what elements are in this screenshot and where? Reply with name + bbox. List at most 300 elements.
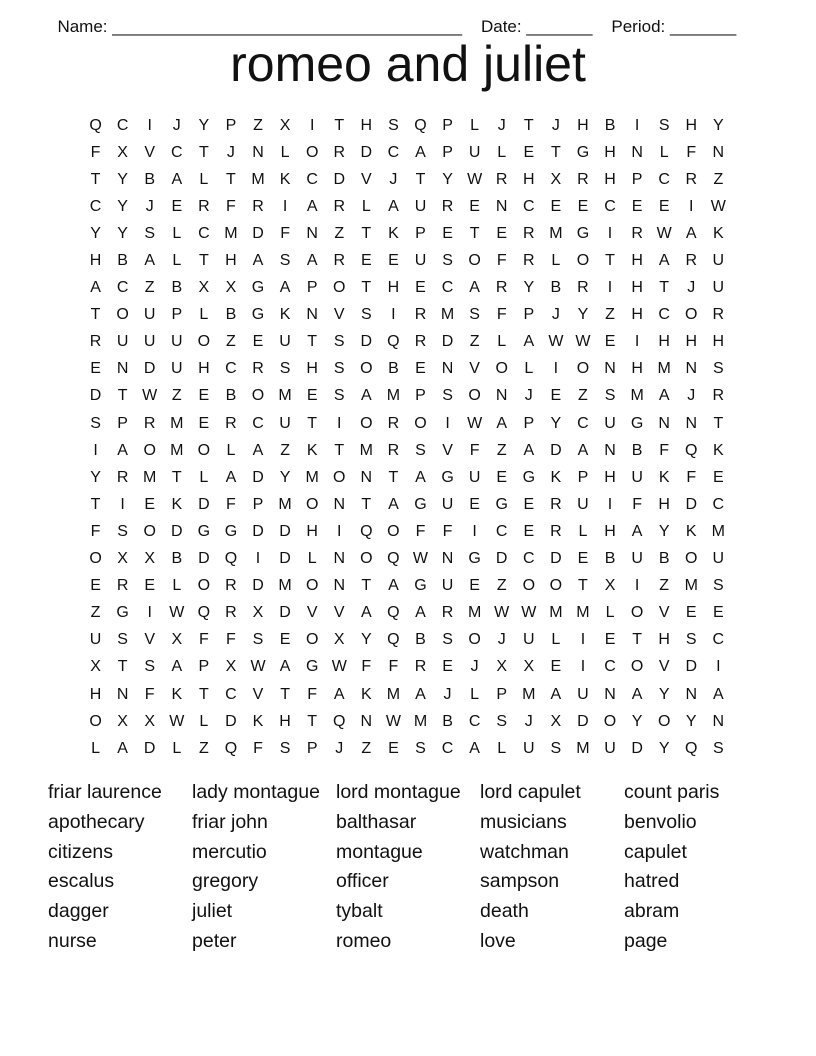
grid-letter: O [360,360,373,378]
letter-grid [82,112,732,762]
grid-letter: V [333,306,345,324]
grid-row [82,383,732,410]
grid-letter: G [414,495,427,513]
word-list-item: balthasar [336,810,417,833]
word-list-item: friar john [192,810,268,833]
grid-letter: T [659,279,670,297]
grid-letter: H [604,170,616,188]
grid-letter: H [306,522,318,540]
grid-letter: T [632,631,642,649]
grid-letter: D [89,387,102,405]
word-list-item: friar laurence [48,781,162,803]
grid-letter: U [441,577,454,595]
grid-letter: H [387,279,400,297]
grid-letter: O [305,631,319,649]
grid-letter: D [577,712,589,730]
grid-letter: R [333,252,346,270]
grid-letter: O [630,604,644,622]
grid-letter: O [576,360,590,378]
grid-letter: O [89,712,102,730]
grid-letter: K [306,441,318,459]
grid-letter: E [550,387,562,405]
word-list-item: lord montague [336,781,461,803]
grid-letter: M [467,604,482,622]
grid-letter: W [412,550,429,568]
grid-letter: I [553,360,559,378]
grid-letter: C [658,170,670,188]
grid-letter: T [388,468,399,486]
grid-letter: Y [658,739,670,757]
grid-letter: R [414,658,427,676]
grid-letter: E [415,360,426,378]
grid-letter: X [550,170,562,188]
grid-letter: Y [658,685,670,703]
grid-letter: T [90,306,101,324]
grid-letter: H [89,252,102,270]
grid-letter: A [360,387,372,405]
grid-letter: R [685,170,698,188]
grid-letter: I [607,224,613,242]
grid-letter: X [523,658,535,676]
grid-letter: L [199,170,209,188]
grid-letter: X [550,712,562,730]
grid-letter: O [603,712,617,730]
grid-letter: E [713,468,724,486]
grid-letter: Y [279,468,291,486]
grid-row [82,600,732,627]
grid-letter: S [442,387,453,405]
grid-letter: O [468,387,481,405]
grid-letter: C [225,685,237,703]
grid-letter: O [251,387,265,405]
grid-letter: C [441,739,454,757]
grid-letter: B [144,170,156,188]
grid-letter: X [225,658,237,676]
grid-letter: H [685,333,698,351]
grid-letter: V [252,685,264,703]
header-text: Name: _____________________________________ Date: _______ Period: _______ [57,17,737,36]
grid-letter: A [171,658,183,676]
grid-letter: E [550,197,562,215]
grid-letter: A [415,468,426,486]
word-list-item: nurse [48,929,97,952]
grid-letter: M [224,224,238,242]
grid-letter: M [576,604,590,622]
grid-letter: V [658,604,670,622]
grid-letter: Y [90,224,101,242]
grid-letter: H [279,712,291,730]
grid-letter: P [442,116,453,134]
grid-letter: R [441,197,454,215]
grid-letter: T [334,441,345,459]
grid-letter: U [143,333,156,351]
grid-letter: U [577,495,589,513]
grid-letter: M [278,495,292,513]
grid-letter: K [685,522,697,540]
grid-letter: D [279,522,291,540]
grid-letter: R [441,604,454,622]
grid-letter: Q [224,550,238,568]
grid-letter: M [143,468,157,486]
grid-letter: X [171,631,183,649]
grid-letter: S [713,739,724,757]
grid-letter: B [415,631,426,649]
grid-row [82,329,732,356]
grid-letter: N [360,712,373,730]
grid-letter: Z [469,333,480,351]
grid-letter: K [550,468,562,486]
grid-letter: Z [198,739,209,757]
grid-letter: R [550,522,562,540]
grid-letter: H [577,116,589,134]
grid-letter: E [90,360,101,378]
grid-letter: U [523,631,535,649]
grid-letter: E [306,387,318,405]
grid-letter: V [360,170,372,188]
grid-letter: A [388,495,399,513]
grid-letter: E [577,550,589,568]
grid-letter: D [170,522,183,540]
grid-letter: L [172,224,182,242]
grid-letter: A [90,279,101,297]
grid-letter: Z [226,333,236,351]
grid-letter: O [143,441,156,459]
grid-letter: Z [144,279,155,297]
grid-letter: W [142,387,158,405]
grid-letter: J [389,170,398,188]
grid-letter: D [360,143,373,161]
grid-letter: B [550,279,562,297]
word-list-item: benvolio [624,810,697,833]
grid-letter: J [470,658,479,676]
grid-letter: C [306,170,318,188]
grid-letter: K [360,685,372,703]
grid-letter: M [386,685,401,703]
grid-letter: Z [171,387,182,405]
grid-letter: O [468,252,481,270]
grid-letter: R [712,387,725,405]
grid-letter: X [90,658,101,676]
grid-row [82,302,732,329]
grid-letter: M [711,522,725,540]
grid-letter: Z [578,387,588,405]
grid-letter: L [659,143,669,161]
grid-letter: K [713,441,724,459]
grid-letter: R [198,197,210,215]
grid-letter: Q [685,441,698,459]
grid-letter: S [144,224,156,242]
grid-letter: H [604,522,616,540]
grid-letter: T [307,712,318,730]
grid-letter: A [658,387,670,405]
grid-letter: M [251,170,265,188]
grid-letter: P [496,685,508,703]
grid-letter: O [333,279,346,297]
grid-letter: G [441,468,454,486]
grid-letter: U [279,414,291,432]
grid-letter: T [523,116,534,134]
grid-letter: A [252,252,264,270]
grid-letter: S [388,116,399,134]
word-list-item: hatred [624,870,680,893]
grid-letter: N [658,414,670,432]
grid-letter: U [712,279,725,297]
grid-letter: K [171,495,183,513]
grid-letter: Y [90,468,101,486]
grid-letter: E [388,739,399,757]
grid-letter: V [144,143,156,161]
grid-letter: I [634,577,640,595]
grid-letter: T [578,577,588,595]
grid-letter: A [279,279,291,297]
grid-letter: G [224,522,238,540]
grid-letter: T [361,279,372,297]
grid-letter: N [495,197,508,215]
grid-letter: C [604,197,616,215]
grid-letter: E [252,333,264,351]
grid-letter: C [170,143,183,161]
grid-letter: Z [253,116,263,134]
grid-letter: Q [685,739,698,757]
grid-letter: O [197,441,211,459]
grid-letter: Q [360,522,373,540]
grid-letter: G [630,414,644,432]
grid-letter: O [305,495,319,513]
grid-letter: F [442,522,453,540]
grid-letter: O [495,360,508,378]
grid-letter: J [145,197,154,215]
grid-letter: L [497,739,507,757]
grid-letter: E [388,252,399,270]
grid-letter: M [359,441,373,459]
grid-letter: C [198,224,210,242]
grid-letter: H [225,252,237,270]
grid-letter: Q [414,116,427,134]
grid-letter: N [712,712,725,730]
grid-letter: A [306,197,318,215]
grid-letter: E [144,577,156,595]
grid-letter: C [658,306,670,324]
grid-letter: R [225,414,237,432]
grid-letter: S [333,387,345,405]
grid-letter: O [522,577,536,595]
grid-letter: X [279,116,291,134]
grid-letter: B [225,387,237,405]
grid-letter: N [116,360,129,378]
grid-row [82,410,732,437]
grid-letter: A [469,739,480,757]
grid-letter: E [577,197,589,215]
grid-letter: F [226,197,236,215]
grid-letter: F [226,495,236,513]
grid-letter: C [441,279,454,297]
grid-letter: D [279,604,291,622]
grid-letter: K [658,468,670,486]
grid-row [82,356,732,383]
grid-letter: S [279,739,291,757]
grid-letter: I [634,116,640,134]
grid-letter: R [89,333,102,351]
grid-letter: V [144,631,156,649]
grid-letter: A [713,685,724,703]
grid-letter: N [441,360,454,378]
grid-letter: X [144,550,156,568]
grid-letter: P [577,468,589,486]
grid-letter: X [333,631,345,649]
grid-letter: D [360,333,373,351]
grid-letter: Q [387,604,400,622]
grid-letter: B [225,306,237,324]
grid-letter: U [468,143,481,161]
grid-letter: L [91,739,100,757]
grid-letter: H [306,360,318,378]
grid-letter: Y [442,170,453,188]
grid-letter: F [226,631,236,649]
grid-letter: E [415,279,426,297]
grid-letter: G [251,279,265,297]
grid-row [82,627,732,654]
grid-letter: T [307,414,318,432]
grid-letter: F [496,306,507,324]
grid-letter: E [523,495,535,513]
grid-letter: P [252,495,264,513]
grid-letter: A [171,170,183,188]
grid-letter: E [442,658,453,676]
grid-letter: H [604,468,616,486]
grid-letter: V [469,360,480,378]
grid-row [82,735,732,762]
grid-letter: U [604,414,616,432]
grid-letter: R [577,170,589,188]
grid-letter: W [548,333,564,351]
grid-letter: I [255,550,261,568]
grid-letter: L [551,631,561,649]
grid-letter: D [279,550,291,568]
grid-letter: O [685,550,698,568]
grid-letter: C [604,658,616,676]
grid-letter: M [440,306,455,324]
grid-letter: E [171,197,183,215]
grid-letter: R [414,306,427,324]
page-title: romeo and juliet [230,36,586,92]
grid-letter: U [414,197,427,215]
grid-letter: P [198,658,210,676]
grid-letter: F [307,685,318,703]
grid-letter: S [252,631,264,649]
grid-letter: L [199,306,209,324]
grid-letter: B [631,441,643,459]
grid-letter: S [415,739,426,757]
grid-letter: N [495,387,508,405]
grid-letter: Y [658,522,670,540]
grid-letter: H [360,116,373,134]
grid-letter: W [169,604,185,622]
grid-letter: X [117,712,128,730]
grid-letter: J [172,116,181,134]
grid-letter: H [712,333,725,351]
grid-letter: N [252,143,264,161]
grid-letter: R [550,495,562,513]
grid-letter: M [684,577,698,595]
grid-row [82,220,732,247]
grid-letter: R [387,441,400,459]
grid-letter: O [685,306,698,324]
grid-letter: Z [659,577,670,595]
grid-letter: D [225,712,237,730]
grid-letter: P [415,387,426,405]
grid-letter: S [713,360,724,378]
grid-letter: T [361,224,372,242]
grid-letter: K [713,224,724,242]
grid-letter: M [576,739,590,757]
word-list-item: citizens [48,840,114,863]
grid-letter: T [605,252,615,270]
grid-letter: O [468,631,481,649]
grid-letter: F [90,143,101,161]
grid-letter: S [685,631,697,649]
grid-letter: R [387,414,400,432]
grid-letter: Q [387,631,400,649]
grid-row [82,491,732,518]
grid-letter: L [199,468,209,486]
grid-letter: N [116,685,129,703]
grid-letter: I [445,414,450,432]
grid-letter: C [89,197,102,215]
grid-letter: P [306,279,318,297]
grid-letter: A [577,441,589,459]
word-list-item: romeo [336,929,392,952]
grid-letter: G [197,522,211,540]
grid-letter: E [550,658,562,676]
grid-letter: P [523,414,535,432]
grid-letter: L [226,441,236,459]
grid-letter: F [659,441,670,459]
grid-letter: M [386,387,401,405]
grid-letter: E [523,143,535,161]
grid-letter: D [685,658,698,676]
grid-letter: E [144,495,156,513]
word-list-item: lady montague [192,781,320,803]
grid-row [82,708,732,735]
grid-letter: O [197,577,211,595]
grid-letter: L [172,739,182,757]
grid-letter: V [658,658,670,676]
grid-letter: S [658,116,670,134]
grid-letter: H [198,360,210,378]
grid-letter: J [335,739,344,757]
grid-letter: D [685,495,698,513]
grid-letter: S [279,360,291,378]
grid-letter: A [550,685,562,703]
grid-letter: T [469,224,480,242]
grid-letter: M [170,441,184,459]
grid-letter: D [252,522,264,540]
grid-letter: C [577,414,589,432]
grid-letter: D [550,550,562,568]
word-list-item: abram [624,900,680,923]
grid-letter: I [93,441,98,459]
grid-letter: H [631,252,643,270]
grid-letter: H [631,279,643,297]
grid-letter: E [658,197,670,215]
grid-letter: N [712,143,725,161]
grid-letter: E [469,577,480,595]
grid-letter: L [470,685,480,703]
grid-letter: C [495,522,508,540]
grid-letter: Y [198,116,210,134]
grid-letter: Z [334,224,345,242]
grid-letter: P [415,224,426,242]
